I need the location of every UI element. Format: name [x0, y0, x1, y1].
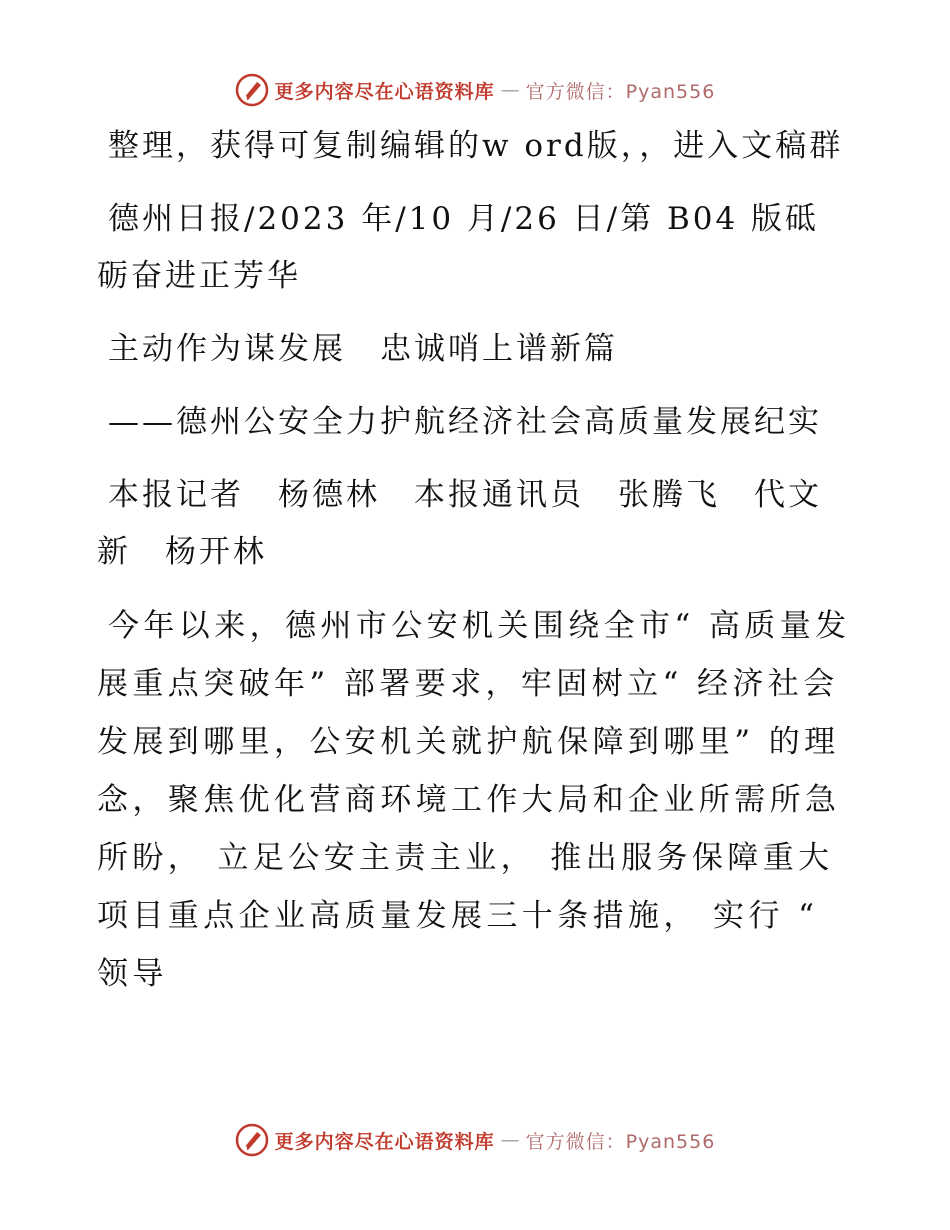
footer-watermark — [0, 1120, 950, 1160]
paragraph-source-line: 德州日报/2023 年/10 月/26 日/第 B04 版砥砺奋进正芳华 — [97, 201, 820, 294]
watermark-wechat-text: 官方微信：Pyan556 — [525, 1130, 716, 1153]
pen-logo-icon — [235, 1123, 269, 1157]
watermark-wechat-text: 官方微信：Pyan556 — [525, 80, 716, 103]
header-watermark — [0, 70, 950, 110]
paragraph-body: 今年以来，德州市公安机关围绕全市“ 高质量发展重点突破年” 部署要求，牢固树立“ 经济社会发展到哪里，公安机关就护航保障到哪里” 的理念，聚焦优化营商环境工作大局和企业所需所急所盼， 立足公安主责主业， 推出服务保障重大项目重点企业高质量发展三十条措施， 实行 “ 领导 — [97, 608, 851, 992]
paragraph-subheadline: ——德州公安全力护航经济社会高质量发展纪实 — [108, 404, 822, 440]
watermark-separator: — — [500, 79, 520, 101]
pen-logo-icon — [235, 73, 269, 107]
watermark-brand-text: 更多内容尽在心语资料库 — [274, 80, 495, 103]
document-body — [97, 118, 852, 1019]
paragraph-byline: 本报记者 杨德林 本报通讯员 张腾飞 代文新 杨开林 — [97, 477, 822, 570]
paragraph-headline: 主动作为谋发展 忠诚哨上谱新篇 — [108, 331, 618, 367]
paragraph-intro-note: 整理，获得可复制编辑的w ord版，，进入文稿群 — [108, 128, 844, 164]
watermark-brand-text: 更多内容尽在心语资料库 — [274, 1130, 495, 1153]
watermark-separator: — — [500, 1129, 520, 1151]
